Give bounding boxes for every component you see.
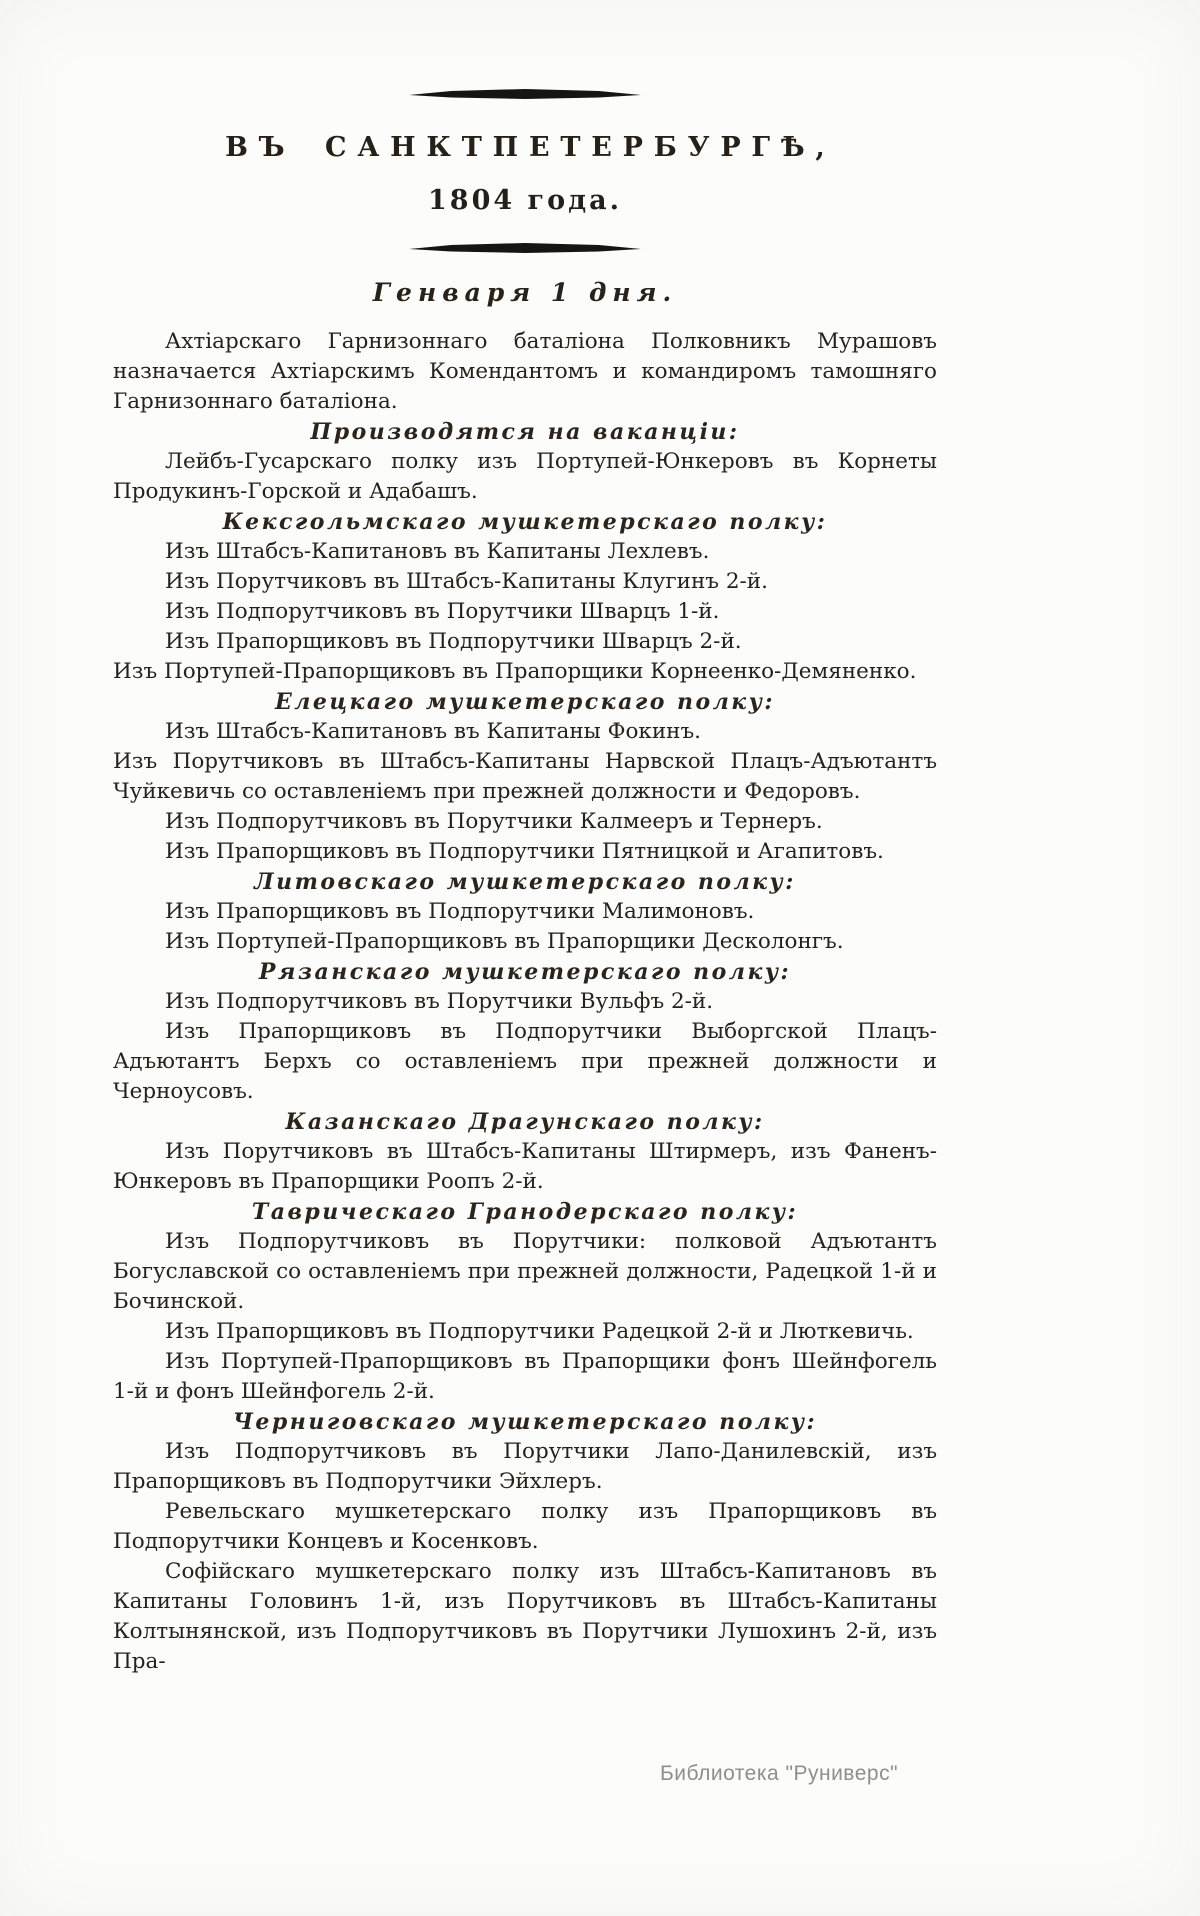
section-heading: Производятся на ваканціи:: [310, 419, 740, 445]
paragraph: Ахтіарскаго Гарнизоннаго баталіона Полковникъ Мурашовъ назначается Ахтіарскимъ Комендантомъ и командиромъ тамошняго Гарнизоннаго баталіона.: [113, 329, 937, 414]
paragraph: Изъ Подпорутчиковъ въ Порутчики Лапо-Данилевскій, изъ Прапорщиковъ въ Подпорутчики Эйхлеръ.: [113, 1439, 937, 1494]
paragraph: Изъ Штабсъ-Капитановъ въ Капитаны Фокинъ.: [165, 719, 702, 744]
ornamental-rule-top: [113, 88, 937, 100]
library-watermark: Библиотека "Руниверс": [660, 1762, 899, 1785]
paragraph: Лейбъ-Гусарскаго полку изъ Портупей-Юнкеровъ въ Корнеты Продукинъ-Горской и Адабашъ.: [113, 449, 937, 504]
page-content: [113, 88, 937, 1677]
section-heading: Черниговскаго мушкетерскаго полку:: [232, 1409, 818, 1435]
paragraph: Изъ Прапорщиковъ въ Подпорутчики Шварцъ 2-й.: [165, 629, 742, 654]
place-title: ВЪ САНКТПЕТЕРБУРГѢ,: [225, 132, 836, 163]
ornamental-rule-separator: [113, 242, 937, 254]
paragraph: Изъ Прапорщиковъ въ Подпорутчики Радецкой 2-й и Люткевичь.: [165, 1319, 914, 1344]
section-heading: Елецкаго мушкетерскаго полку:: [275, 689, 775, 715]
year-title: 1804 года.: [428, 185, 622, 216]
paragraph: Изъ Подпорутчиковъ въ Порутчики Калмееръ и Тернеръ.: [165, 809, 823, 834]
paragraph: Изъ Подпорутчиковъ въ Порутчики: полковой Адъютантъ Богуславской со оставленіемъ при прежней должности, Радецкой 1-й и Бочинской.: [113, 1229, 937, 1314]
section-heading: Кексгольмскаго мушкетерскаго полку:: [222, 509, 828, 535]
section-heading: Казанскаго Драгунскаго полку:: [285, 1109, 765, 1135]
paragraph: Изъ Портупей-Прапорщиковъ въ Прапорщики фонъ Шейнфогель 1-й и фонъ Шейнфогель 2-й.: [113, 1349, 937, 1404]
section-heading: Литовскаго мушкетерскаго полку:: [254, 869, 796, 895]
paragraph: Изъ Портупей-Прапорщиковъ въ Прапорщики Десколонгъ.: [165, 929, 844, 954]
document-body: [113, 327, 937, 1677]
paragraph: Изъ Штабсъ-Капитановъ въ Капитаны Лехлевъ.: [165, 539, 710, 564]
section-heading: Таврическаго Гранодерскаго полку:: [251, 1199, 799, 1225]
paragraph: Ревельскаго мушкетерскаго полку изъ Прапорщиковъ въ Подпорутчики Концевъ и Косенковъ.: [113, 1499, 937, 1554]
paragraph: Изъ Портупей-Прапорщиковъ въ Прапорщики Корнеенко-Демяненко.: [113, 659, 917, 684]
paragraph: Изъ Подпорутчиковъ въ Порутчики Шварцъ 1-й.: [165, 599, 720, 624]
paragraph: Изъ Порутчиковъ въ Штабсъ-Капитаны Нарвской Плацъ-Адъютантъ Чуйкевичь со оставленіемъ при прежней должности и Федоровъ.: [113, 749, 937, 804]
paragraph: Изъ Подпорутчиковъ въ Порутчики Вульфъ 2-й.: [165, 989, 714, 1014]
paragraph: Изъ Порутчиковъ въ Штабсъ-Капитаны Штирмеръ, изъ Фаненъ-Юнкеровъ въ Прапорщики Роопъ 2-й.: [113, 1139, 937, 1194]
paragraph: Изъ Порутчиковъ въ Штабсъ-Капитаны Клугинъ 2-й.: [165, 569, 768, 594]
paragraph: Изъ Прапорщиковъ въ Подпорутчики Малимоновъ.: [165, 899, 755, 924]
paragraph: Изъ Прапорщиковъ въ Подпорутчики Выборгской Плацъ-Адъютантъ Берхъ со оставленіемъ при прежней должности и Черноусовъ.: [113, 1019, 937, 1104]
date-heading: Генваря 1 дня.: [372, 278, 678, 307]
section-heading: Рязанскаго мушкетерскаго полку:: [258, 959, 792, 985]
paragraph: Изъ Прапорщиковъ въ Подпорутчики Пятницкой и Агапитовъ.: [165, 839, 884, 864]
paragraph: Софійскаго мушкетерскаго полку изъ Штабсъ-Капитановъ въ Капитаны Головинъ 1-й, изъ Порутчиковъ въ Штабсъ-Капитаны Колтынянской, изъ Подпорутчиковъ въ Порутчики Лушохинъ 2-й, изъ Пра-: [113, 1559, 937, 1674]
